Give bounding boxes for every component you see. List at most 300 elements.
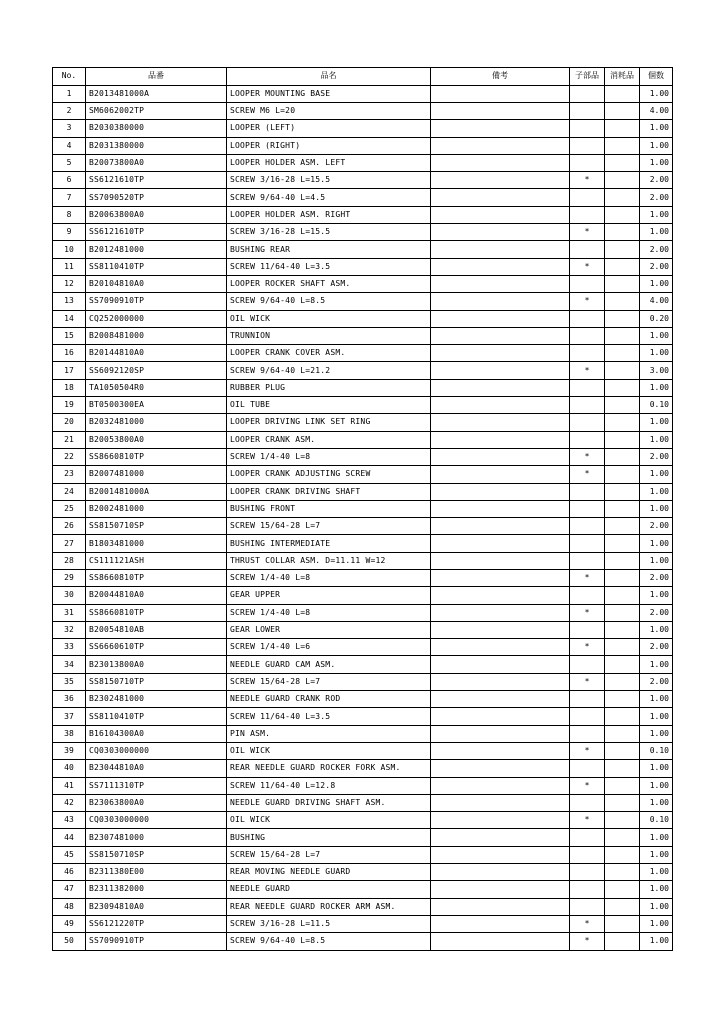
cell-consumable: [605, 691, 640, 708]
cell-no: 10: [53, 241, 86, 258]
cell-part-number: SS8110410TP: [86, 258, 227, 275]
cell-part-name: SCREW 3/16-28 L=15.5: [227, 224, 431, 241]
cell-remarks: [431, 898, 570, 915]
cell-part-name: SCREW 9/64-40 L=8.5: [227, 293, 431, 310]
cell-consumable: [605, 518, 640, 535]
cell-part-name: OIL WICK: [227, 310, 431, 327]
cell-part-number: SS6121220TP: [86, 915, 227, 932]
cell-quantity: 0.10: [640, 812, 673, 829]
cell-no: 2: [53, 102, 86, 119]
cell-remarks: [431, 673, 570, 690]
cell-part-name: SCREW 1/4-40 L=6: [227, 639, 431, 656]
cell-sub-part: [570, 102, 605, 119]
cell-no: 23: [53, 466, 86, 483]
header-quantity: 個数: [640, 68, 673, 86]
cell-no: 7: [53, 189, 86, 206]
table-row: [53, 327, 673, 344]
table-row: [53, 915, 673, 932]
cell-remarks: [431, 604, 570, 621]
cell-consumable: [605, 639, 640, 656]
cell-consumable: [605, 431, 640, 448]
cell-sub-part: *: [570, 172, 605, 189]
cell-part-number: SS6121610TP: [86, 172, 227, 189]
cell-consumable: [605, 224, 640, 241]
cell-quantity: 1.00: [640, 535, 673, 552]
cell-consumable: [605, 120, 640, 137]
cell-part-name: THRUST COLLAR ASM. D=11.11 W=12: [227, 552, 431, 569]
cell-no: 6: [53, 172, 86, 189]
table-row: [53, 777, 673, 794]
cell-no: 19: [53, 397, 86, 414]
cell-part-name: GEAR LOWER: [227, 621, 431, 638]
cell-part-number: SS8150710SP: [86, 518, 227, 535]
header-remarks: 備考: [431, 68, 570, 86]
cell-quantity: 1.00: [640, 224, 673, 241]
cell-part-number: SS8150710SP: [86, 846, 227, 863]
table-row: [53, 448, 673, 465]
cell-part-name: LOOPER HOLDER ASM. RIGHT: [227, 206, 431, 223]
cell-part-number: B2001481000A: [86, 483, 227, 500]
table-row: [53, 224, 673, 241]
cell-part-number: SS7090910TP: [86, 933, 227, 950]
cell-quantity: 1.00: [640, 621, 673, 638]
cell-quantity: 2.00: [640, 172, 673, 189]
cell-part-number: B2002481000: [86, 500, 227, 517]
cell-no: 31: [53, 604, 86, 621]
cell-remarks: [431, 120, 570, 137]
cell-consumable: [605, 673, 640, 690]
cell-remarks: [431, 587, 570, 604]
cell-sub-part: [570, 898, 605, 915]
cell-sub-part: [570, 725, 605, 742]
cell-part-name: LOOPER CRANK DRIVING SHAFT: [227, 483, 431, 500]
cell-consumable: [605, 656, 640, 673]
cell-quantity: 1.00: [640, 708, 673, 725]
cell-quantity: 1.00: [640, 154, 673, 171]
cell-consumable: [605, 414, 640, 431]
cell-part-name: REAR NEEDLE GUARD ROCKER ARM ASM.: [227, 898, 431, 915]
table-row: [53, 120, 673, 137]
cell-quantity: 1.00: [640, 915, 673, 932]
cell-sub-part: [570, 708, 605, 725]
cell-part-number: B2032481000: [86, 414, 227, 431]
cell-remarks: [431, 258, 570, 275]
cell-remarks: [431, 137, 570, 154]
cell-remarks: [431, 483, 570, 500]
cell-sub-part: *: [570, 777, 605, 794]
table-row: [53, 621, 673, 638]
cell-sub-part: [570, 518, 605, 535]
cell-quantity: 2.00: [640, 189, 673, 206]
cell-part-number: B20063800A0: [86, 206, 227, 223]
cell-remarks: [431, 172, 570, 189]
cell-remarks: [431, 691, 570, 708]
cell-part-number: SM6062002TP: [86, 102, 227, 119]
cell-part-number: SS8660810TP: [86, 570, 227, 587]
cell-remarks: [431, 397, 570, 414]
table-row: [53, 673, 673, 690]
cell-quantity: 1.00: [640, 898, 673, 915]
cell-sub-part: [570, 881, 605, 898]
cell-part-name: NEEDLE GUARD CRANK ROD: [227, 691, 431, 708]
cell-no: 16: [53, 345, 86, 362]
cell-no: 50: [53, 933, 86, 950]
cell-part-number: B2007481000: [86, 466, 227, 483]
cell-remarks: [431, 85, 570, 102]
cell-consumable: [605, 794, 640, 811]
cell-part-name: OIL TUBE: [227, 397, 431, 414]
cell-remarks: [431, 362, 570, 379]
cell-quantity: 2.00: [640, 448, 673, 465]
cell-part-number: B2311382000: [86, 881, 227, 898]
cell-part-number: B23094810A0: [86, 898, 227, 915]
cell-part-number: SS6660610TP: [86, 639, 227, 656]
cell-sub-part: *: [570, 570, 605, 587]
table-row: [53, 154, 673, 171]
cell-no: 21: [53, 431, 86, 448]
cell-sub-part: *: [570, 673, 605, 690]
cell-no: 26: [53, 518, 86, 535]
cell-consumable: [605, 85, 640, 102]
cell-quantity: 1.00: [640, 933, 673, 950]
cell-quantity: 4.00: [640, 102, 673, 119]
cell-quantity: 2.00: [640, 639, 673, 656]
cell-part-name: SCREW 3/16-28 L=11.5: [227, 915, 431, 932]
table-row: [53, 691, 673, 708]
cell-part-number: B20054810AB: [86, 621, 227, 638]
cell-consumable: [605, 466, 640, 483]
cell-quantity: 1.00: [640, 327, 673, 344]
table-row: [53, 258, 673, 275]
cell-part-name: SCREW 9/64-40 L=4.5: [227, 189, 431, 206]
cell-remarks: [431, 379, 570, 396]
cell-part-name: SCREW 15/64-28 L=7: [227, 673, 431, 690]
cell-part-number: SS7090910TP: [86, 293, 227, 310]
table-row: [53, 812, 673, 829]
cell-part-name: REAR MOVING NEEDLE GUARD: [227, 864, 431, 881]
table-row: [53, 293, 673, 310]
cell-remarks: [431, 431, 570, 448]
cell-sub-part: [570, 587, 605, 604]
cell-consumable: [605, 500, 640, 517]
cell-part-name: SCREW 1/4-40 L=8: [227, 570, 431, 587]
cell-sub-part: [570, 656, 605, 673]
table-row: [53, 760, 673, 777]
cell-sub-part: [570, 483, 605, 500]
cell-consumable: [605, 345, 640, 362]
cell-quantity: 1.00: [640, 794, 673, 811]
cell-remarks: [431, 881, 570, 898]
cell-no: 41: [53, 777, 86, 794]
cell-part-name: PIN ASM.: [227, 725, 431, 742]
cell-part-number: SS6121610TP: [86, 224, 227, 241]
cell-remarks: [431, 725, 570, 742]
cell-no: 36: [53, 691, 86, 708]
cell-part-number: B2030380000: [86, 120, 227, 137]
cell-part-name: NEEDLE GUARD DRIVING SHAFT ASM.: [227, 794, 431, 811]
cell-sub-part: [570, 414, 605, 431]
cell-part-name: LOOPER CRANK ASM.: [227, 431, 431, 448]
cell-quantity: 1.00: [640, 691, 673, 708]
cell-no: 42: [53, 794, 86, 811]
cell-no: 1: [53, 85, 86, 102]
cell-part-name: BUSHING REAR: [227, 241, 431, 258]
cell-quantity: 1.00: [640, 829, 673, 846]
cell-consumable: [605, 362, 640, 379]
table-row: [53, 656, 673, 673]
table-row: [53, 518, 673, 535]
cell-part-number: SS8660810TP: [86, 448, 227, 465]
cell-part-number: B20044810A0: [86, 587, 227, 604]
cell-part-number: B23044810A0: [86, 760, 227, 777]
cell-consumable: [605, 881, 640, 898]
cell-part-number: B2307481000: [86, 829, 227, 846]
cell-no: 12: [53, 275, 86, 292]
cell-part-name: SCREW 1/4-40 L=8: [227, 448, 431, 465]
cell-remarks: [431, 552, 570, 569]
cell-quantity: 3.00: [640, 362, 673, 379]
table-row: [53, 466, 673, 483]
cell-part-name: SCREW 15/64-28 L=7: [227, 846, 431, 863]
cell-sub-part: [570, 397, 605, 414]
cell-remarks: [431, 293, 570, 310]
cell-quantity: 0.10: [640, 742, 673, 759]
cell-consumable: [605, 154, 640, 171]
table-row: [53, 552, 673, 569]
cell-part-name: REAR NEEDLE GUARD ROCKER FORK ASM.: [227, 760, 431, 777]
cell-quantity: 1.00: [640, 500, 673, 517]
cell-sub-part: *: [570, 742, 605, 759]
cell-remarks: [431, 102, 570, 119]
cell-sub-part: [570, 327, 605, 344]
cell-part-name: LOOPER MOUNTING BASE: [227, 85, 431, 102]
cell-remarks: [431, 812, 570, 829]
table-row: [53, 500, 673, 517]
cell-sub-part: [570, 846, 605, 863]
cell-no: 30: [53, 587, 86, 604]
cell-part-number: B2302481000: [86, 691, 227, 708]
cell-sub-part: [570, 206, 605, 223]
cell-sub-part: *: [570, 293, 605, 310]
cell-part-name: LOOPER DRIVING LINK SET RING: [227, 414, 431, 431]
table-row: [53, 431, 673, 448]
cell-sub-part: [570, 829, 605, 846]
cell-part-number: SS7090520TP: [86, 189, 227, 206]
cell-consumable: [605, 397, 640, 414]
cell-quantity: 1.00: [640, 552, 673, 569]
cell-part-number: B20073800A0: [86, 154, 227, 171]
cell-no: 13: [53, 293, 86, 310]
cell-part-name: OIL WICK: [227, 812, 431, 829]
cell-part-number: B2031380000: [86, 137, 227, 154]
cell-no: 33: [53, 639, 86, 656]
cell-no: 49: [53, 915, 86, 932]
cell-remarks: [431, 621, 570, 638]
cell-quantity: 1.00: [640, 431, 673, 448]
cell-part-number: B2008481000: [86, 327, 227, 344]
header-no: No.: [53, 68, 86, 86]
cell-part-number: BT0500300EA: [86, 397, 227, 414]
cell-consumable: [605, 172, 640, 189]
cell-no: 24: [53, 483, 86, 500]
cell-remarks: [431, 915, 570, 932]
cell-remarks: [431, 535, 570, 552]
cell-part-number: CQ252000000: [86, 310, 227, 327]
cell-consumable: [605, 587, 640, 604]
cell-remarks: [431, 500, 570, 517]
cell-remarks: [431, 794, 570, 811]
cell-part-name: LOOPER ROCKER SHAFT ASM.: [227, 275, 431, 292]
cell-sub-part: *: [570, 448, 605, 465]
cell-part-number: B23013800A0: [86, 656, 227, 673]
table-row: [53, 189, 673, 206]
cell-remarks: [431, 708, 570, 725]
cell-part-name: LOOPER CRANK COVER ASM.: [227, 345, 431, 362]
cell-sub-part: *: [570, 362, 605, 379]
cell-remarks: [431, 846, 570, 863]
cell-no: 11: [53, 258, 86, 275]
cell-sub-part: *: [570, 933, 605, 950]
cell-remarks: [431, 570, 570, 587]
cell-part-number: CQ0303000000: [86, 812, 227, 829]
cell-consumable: [605, 725, 640, 742]
table-row: [53, 570, 673, 587]
cell-quantity: 2.00: [640, 241, 673, 258]
cell-quantity: 2.00: [640, 570, 673, 587]
cell-quantity: 1.00: [640, 137, 673, 154]
cell-part-number: B16104300A0: [86, 725, 227, 742]
cell-sub-part: [570, 864, 605, 881]
cell-consumable: [605, 708, 640, 725]
cell-no: 25: [53, 500, 86, 517]
cell-sub-part: [570, 760, 605, 777]
cell-quantity: 1.00: [640, 206, 673, 223]
cell-consumable: [605, 327, 640, 344]
cell-remarks: [431, 933, 570, 950]
cell-part-number: CQ0303000000: [86, 742, 227, 759]
cell-quantity: 0.20: [640, 310, 673, 327]
cell-remarks: [431, 154, 570, 171]
cell-no: 47: [53, 881, 86, 898]
cell-part-name: SCREW 15/64-28 L=7: [227, 518, 431, 535]
cell-no: 43: [53, 812, 86, 829]
cell-consumable: [605, 777, 640, 794]
table-row: [53, 898, 673, 915]
cell-quantity: 1.00: [640, 275, 673, 292]
cell-part-name: BUSHING INTERMEDIATE: [227, 535, 431, 552]
cell-no: 17: [53, 362, 86, 379]
table-row: [53, 206, 673, 223]
table-header-row: [53, 68, 673, 86]
cell-part-number: SS8660810TP: [86, 604, 227, 621]
cell-part-name: SCREW 1/4-40 L=8: [227, 604, 431, 621]
header-consumable: 消耗品: [605, 68, 640, 86]
cell-consumable: [605, 241, 640, 258]
cell-consumable: [605, 570, 640, 587]
cell-sub-part: *: [570, 224, 605, 241]
cell-remarks: [431, 345, 570, 362]
table-row: [53, 829, 673, 846]
table-row: [53, 483, 673, 500]
cell-consumable: [605, 379, 640, 396]
cell-quantity: 1.00: [640, 345, 673, 362]
table-row: [53, 310, 673, 327]
table-row: [53, 345, 673, 362]
table-row: [53, 846, 673, 863]
cell-consumable: [605, 535, 640, 552]
cell-sub-part: [570, 241, 605, 258]
cell-no: 46: [53, 864, 86, 881]
cell-part-number: B20144810A0: [86, 345, 227, 362]
cell-remarks: [431, 760, 570, 777]
cell-remarks: [431, 742, 570, 759]
cell-part-name: OIL WICK: [227, 742, 431, 759]
cell-remarks: [431, 639, 570, 656]
cell-part-name: SCREW 11/64-40 L=12.8: [227, 777, 431, 794]
cell-sub-part: *: [570, 258, 605, 275]
cell-sub-part: [570, 345, 605, 362]
cell-consumable: [605, 258, 640, 275]
cell-consumable: [605, 898, 640, 915]
cell-quantity: 2.00: [640, 673, 673, 690]
cell-sub-part: [570, 552, 605, 569]
cell-part-number: SS7111310TP: [86, 777, 227, 794]
cell-sub-part: [570, 85, 605, 102]
cell-quantity: 1.00: [640, 881, 673, 898]
cell-no: 34: [53, 656, 86, 673]
cell-remarks: [431, 829, 570, 846]
cell-part-name: BUSHING: [227, 829, 431, 846]
cell-sub-part: [570, 137, 605, 154]
cell-sub-part: [570, 379, 605, 396]
cell-consumable: [605, 293, 640, 310]
cell-remarks: [431, 518, 570, 535]
cell-part-number: SS6092120SP: [86, 362, 227, 379]
cell-no: 35: [53, 673, 86, 690]
cell-sub-part: [570, 154, 605, 171]
cell-quantity: 1.00: [640, 725, 673, 742]
table-row: [53, 794, 673, 811]
cell-no: 29: [53, 570, 86, 587]
cell-quantity: 1.00: [640, 864, 673, 881]
table-row: [53, 587, 673, 604]
cell-no: 44: [53, 829, 86, 846]
cell-no: 22: [53, 448, 86, 465]
cell-part-name: RUBBER PLUG: [227, 379, 431, 396]
cell-remarks: [431, 414, 570, 431]
cell-consumable: [605, 483, 640, 500]
cell-sub-part: [570, 500, 605, 517]
cell-quantity: 0.10: [640, 397, 673, 414]
cell-consumable: [605, 846, 640, 863]
cell-remarks: [431, 241, 570, 258]
table-row: [53, 137, 673, 154]
cell-remarks: [431, 327, 570, 344]
table-row: [53, 881, 673, 898]
cell-no: 32: [53, 621, 86, 638]
cell-consumable: [605, 448, 640, 465]
table-row: [53, 362, 673, 379]
cell-no: 38: [53, 725, 86, 742]
cell-consumable: [605, 604, 640, 621]
cell-no: 39: [53, 742, 86, 759]
cell-consumable: [605, 275, 640, 292]
cell-consumable: [605, 742, 640, 759]
cell-sub-part: [570, 275, 605, 292]
table-row: [53, 414, 673, 431]
cell-sub-part: *: [570, 466, 605, 483]
cell-no: 28: [53, 552, 86, 569]
